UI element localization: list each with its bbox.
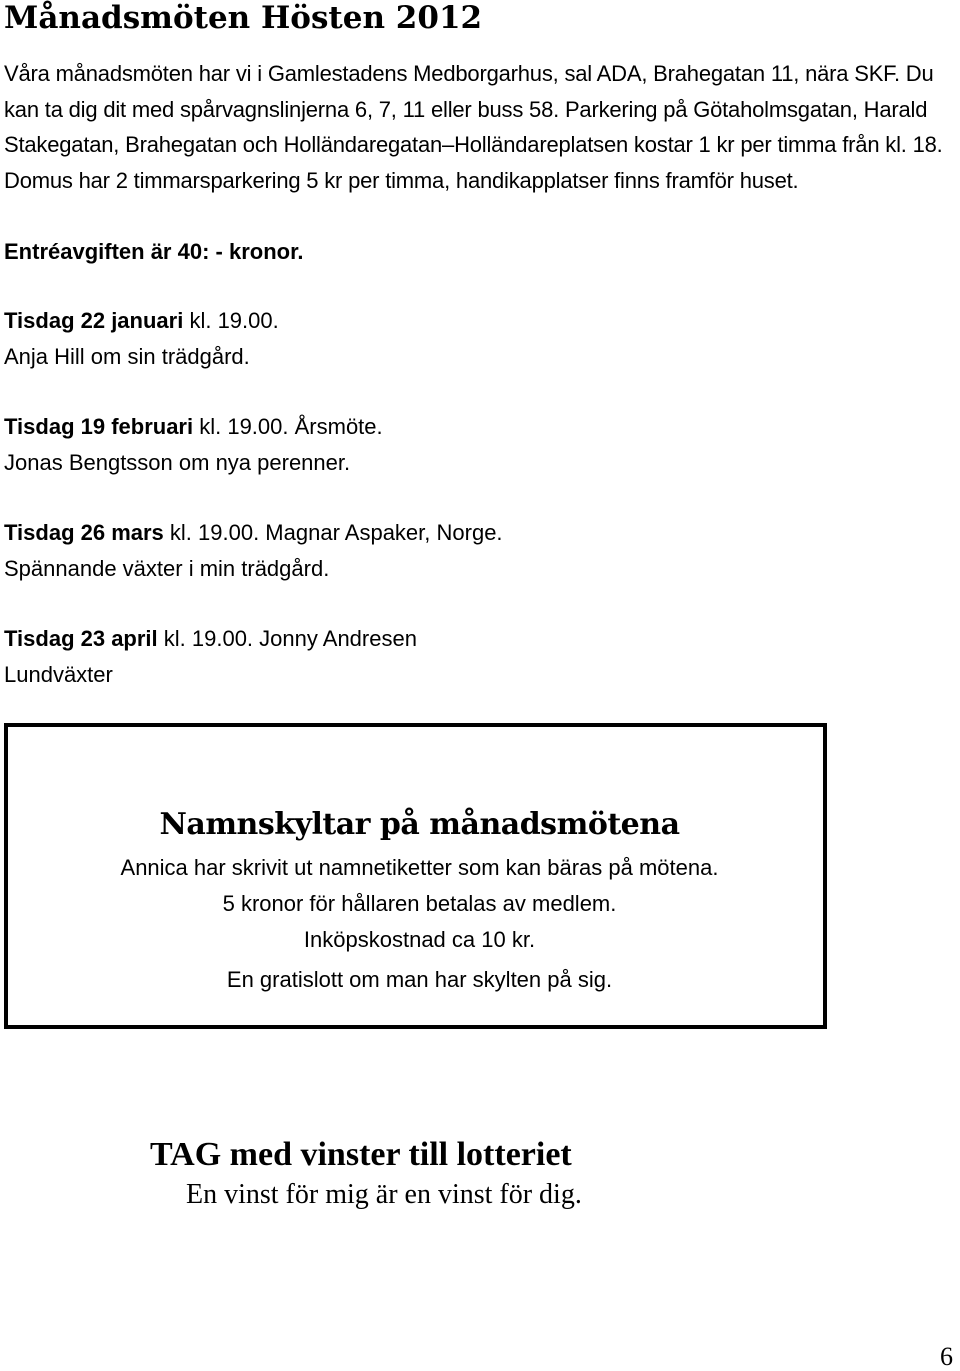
- namebox-title: Namnskyltar på månadsmötena: [159, 807, 680, 842]
- lottery-subtitle: En vinst för mig är en vinst för dig.: [186, 1179, 582, 1210]
- meeting-item: [4, 515, 503, 587]
- meeting-date: Tisdag 22 januari: [4, 308, 184, 333]
- meeting-date: Tisdag 23 april: [4, 626, 158, 651]
- meeting-header: [4, 409, 383, 445]
- page-title: Månadsmöten Hösten 2012: [4, 0, 483, 36]
- meeting-item: [4, 621, 417, 693]
- meeting-date: Tisdag 26 mars: [4, 520, 164, 545]
- meeting-description: Spännande växter i min trädgård.: [4, 556, 330, 581]
- meeting-details: kl. 19.00. Magnar Aspaker, Norge.: [163, 520, 503, 545]
- meeting-description: Lundväxter: [4, 662, 113, 687]
- meeting-date: Tisdag 19 februari: [4, 414, 194, 439]
- namebox-line: En gratislott om man har skylten på sig.: [226, 967, 613, 992]
- meeting-item: [4, 303, 279, 375]
- namebox-line: 5 kronor för hållaren betalas av medlem.: [222, 891, 617, 916]
- meeting-description: Anja Hill om sin trädgård.: [4, 344, 250, 369]
- meeting-item: [4, 409, 383, 481]
- entrance-fee: Entréavgiften är 40: - kronor.: [4, 239, 304, 264]
- namebox-line: Inköpskostnad ca 10 kr.: [303, 927, 536, 952]
- lottery-title: TAG med vinster till lotteriet: [150, 1136, 572, 1173]
- meeting-header: [4, 303, 279, 339]
- meeting-header: [4, 515, 503, 551]
- page-number: 6: [940, 1342, 953, 1371]
- meeting-details: kl. 19.00.: [183, 308, 279, 333]
- namebox-line: Annica har skrivit ut namnetiketter som kan bäras på mötena.: [120, 855, 719, 880]
- namebox-frame: [4, 723, 827, 1029]
- intro-paragraph: Våra månadsmöten har vi i Gamlestadens Medborgarhus, sal ADA, Brahegatan 11, nära SKF. Du kan ta dig dit med spårvagnslinjerna 6, 7, 11 eller buss 58. Parkering på Götaholmsgatan, Harald Stakegatan, Brahegatan och Holländaregatan–Holländareplatsen kostar 1 kr per timma från kl. 18. Domus har 2 timmarsparkering 5 kr per timma, handikapplatser finns framför huset.: [4, 61, 943, 193]
- meeting-header: [4, 621, 417, 657]
- meeting-details: kl. 19.00. Jonny Andresen: [157, 626, 417, 651]
- meeting-details: kl. 19.00. Årsmöte.: [193, 414, 383, 439]
- meeting-description: Jonas Bengtsson om nya perenner.: [4, 450, 351, 475]
